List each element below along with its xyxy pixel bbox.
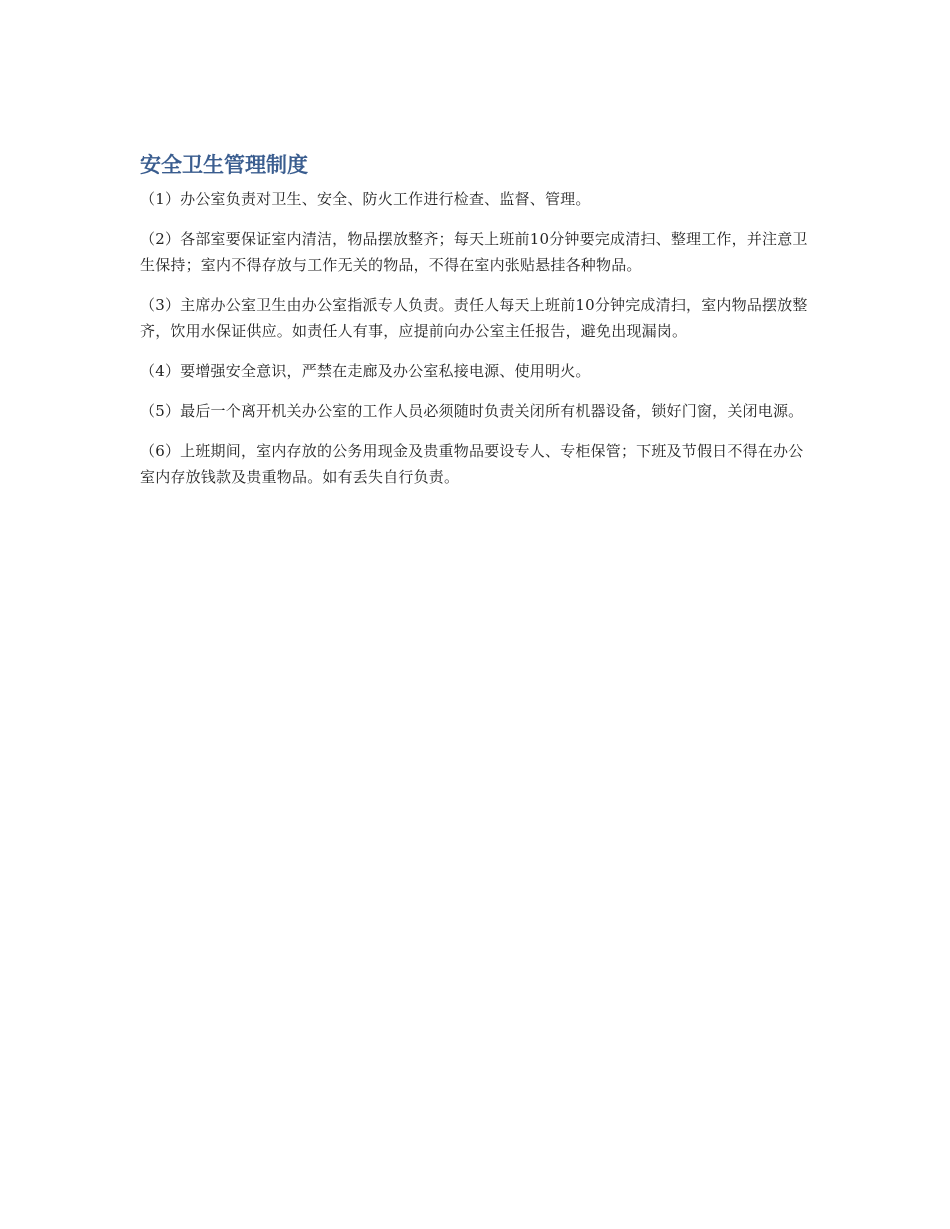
document-page [140,150,810,504]
document-title: 安全卫生管理制度 [140,153,308,177]
paragraph-1: （1）办公室负责对卫生、安全、防火工作进行检查、监督、管理。 [140,190,591,208]
paragraph-6: （6）上班期间，室内存放的公务用现金及贵重物品要设专人、专柜保管；下班及节假日不得在办公室内存放钱款及贵重物品。如有丢失自行负责。 [140,442,804,486]
paragraph-4: （4）要增强安全意识，严禁在走廊及办公室私接电源、使用明火。 [140,362,591,380]
paragraph-5: （5）最后一个离开机关办公室的工作人员必须随时负责关闭所有机器设备，锁好门窗，关闭电源。 [140,402,804,420]
paragraph-3: （3）主席办公室卫生由办公室指派专人负责。责任人每天上班前10分钟完成清扫，室内物品摆放整齐，饮用水保证供应。如责任人有事，应提前向办公室主任报告，避免出现漏岗。 [140,296,808,340]
paragraph-2: （2）各部室要保证室内清洁，物品摆放整齐；每天上班前10分钟要完成清扫、整理工作，并注意卫生保持；室内不得存放与工作无关的物品，不得在室内张贴悬挂各种物品。 [140,230,808,274]
